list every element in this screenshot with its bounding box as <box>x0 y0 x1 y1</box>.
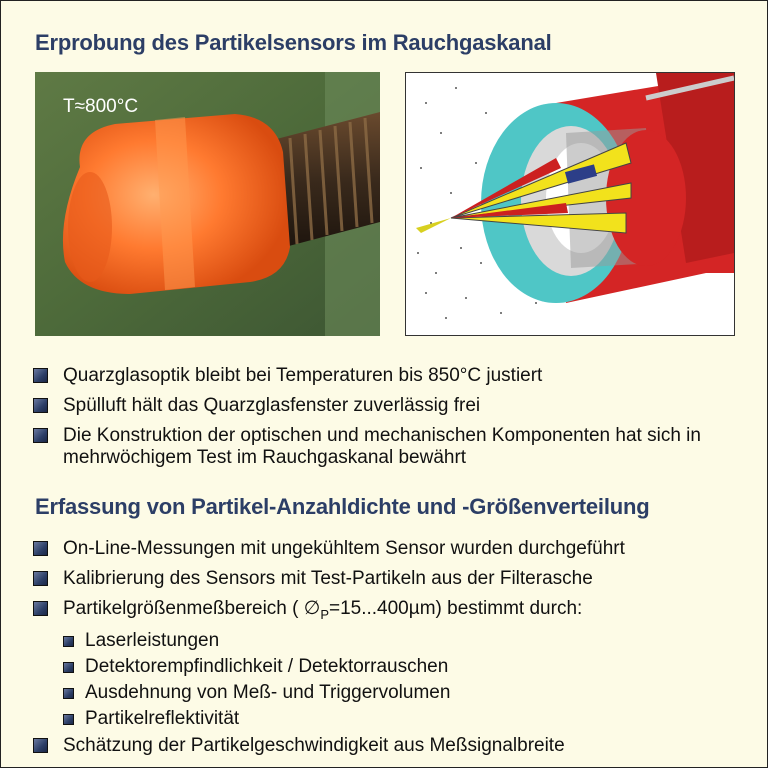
bullet-text <box>33 598 753 626</box>
sub-list-item <box>63 708 768 730</box>
section2-title: Erfassung von Partikel-Anzahldichte und -Größenverteilung <box>35 494 650 519</box>
range-subscript: P <box>320 606 329 622</box>
sub-list-item <box>63 630 768 652</box>
section2-bullet-list <box>33 538 753 765</box>
list-item <box>33 425 743 469</box>
bullet-text: Spülluft hält das Quarzglasfenster zuverlässig frei <box>63 395 481 416</box>
section1-bullet-list <box>33 365 743 477</box>
list-item <box>33 735 753 757</box>
bullet-text: On-Line-Messungen mit ungekühltem Sensor wurden durchgeführt <box>63 538 625 559</box>
sub-bullet-icon <box>63 662 74 673</box>
bullet-text: Kalibrierung des Sensors mit Test-Partikeln aus der Filterasche <box>63 568 593 589</box>
sub-list-item <box>63 682 768 704</box>
sub-bullet-list <box>63 630 768 730</box>
section1-title: Erprobung des Partikelsensors im Rauchgaskanal <box>35 30 552 55</box>
sub-list-container <box>33 630 753 730</box>
sub-bullet-icon <box>63 636 74 647</box>
list-item <box>33 395 743 417</box>
sub-bullet-text: Detektorempfindlichkeit / Detektorrauschen <box>85 655 449 677</box>
bullet-text: Schätzung der Partikelgeschwindigkeit aus Meßsignalbreite <box>63 734 565 756</box>
sub-bullet-icon <box>63 688 74 699</box>
bullet-icon <box>33 368 48 383</box>
list-item <box>33 568 753 590</box>
bullet-icon <box>33 428 48 443</box>
list-item <box>33 598 753 626</box>
sensor-diagram <box>405 72 735 336</box>
sub-bullet-text: Ausdehnung von Meß- und Triggervolumen <box>85 681 451 703</box>
bullet-text: Quarzglasoptik bleibt bei Temperaturen bis 850°C justiert <box>63 365 543 386</box>
bullet-icon <box>33 398 48 413</box>
list-item <box>33 538 753 560</box>
sub-bullet-text: Laserleistungen <box>85 629 220 651</box>
bullet-icon <box>33 571 48 586</box>
temperature-label: T≈800°C <box>63 96 139 117</box>
bullet-icon <box>33 738 48 753</box>
range-prefix: Partikelgrößenmeßbereich ( ∅ <box>63 598 321 619</box>
bullet-text: Die Konstruktion der optischen und mechanischen Komponenten hat sich in mehrwöchigem Test im Rauchgaskanal bewährt <box>63 425 701 468</box>
list-item <box>33 365 743 387</box>
sensor-photo <box>35 72 380 336</box>
sub-bullet-text: Partikelreflektivität <box>85 707 240 729</box>
bullet-icon <box>33 541 48 556</box>
sub-list-item <box>63 656 768 678</box>
sub-bullet-icon <box>63 714 74 725</box>
range-suffix: =15...400µm) bestimmt durch: <box>328 598 583 619</box>
bullet-icon <box>33 601 48 616</box>
